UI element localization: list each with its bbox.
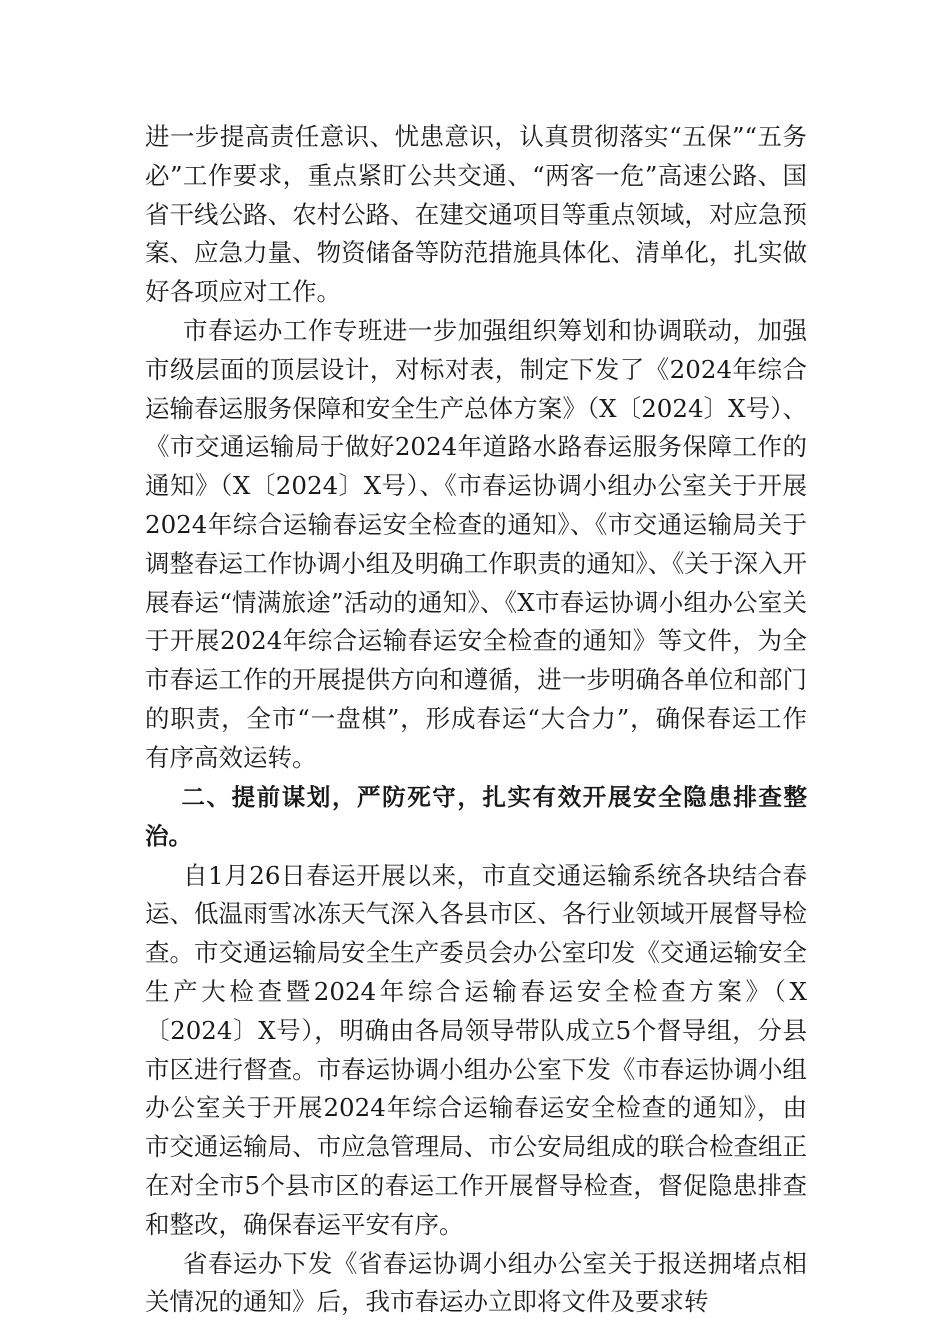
section-heading-two: 二、提前谋划，严防死守，扎实有效开展安全隐患排查整治。 (145, 782, 807, 851)
paragraph-continuation: 进一步提高责任意识、忧患意识，认真贯彻落实“五保”“五务必”工作要求，重点紧盯公共交通、“两客一危”高速公路、国省干线公路、农村公路、在建交通项目等重点领域，对应急预案、应急力量、物资储备等防范措施具体化、清单化，扎实做好各项应对工作。 (145, 122, 807, 307)
paragraph-province-notice: 省春运办下发《省春运协调小组办公室关于报送拥堵点相关情况的通知》后，我市春运办立即将文件及要求转 (145, 1248, 807, 1317)
document-page (145, 118, 807, 1322)
paragraph-inspection: 自1月26日春运开展以来，市直交通运输系统各块结合春运、低温雨雪冰冻天气深入各县市区、各行业领域开展督导检查。市交通运输局安全生产委员会办公室印发《交通运输安全生产大检查暨2024年综合运输春运安全检查方案》（X〔2024〕X号），明确由各局领导带队成立5个督导组，分县市区进行督查。市春运协调小组办公室下发《市春运协调小组办公室关于开展2024年综合运输春运安全检查的通知》，由市交通运输局、市应急管理局、市公安局组成的联合检查组正在对全市5个县市区的春运工作开展督导检查，督促隐患排查和整改，确保春运平安有序。 (145, 860, 807, 1239)
paragraph-work-team: 市春运办工作专班进一步加强组织筹划和协调联动，加强市级层面的顶层设计，对标对表，制定下发了《2024年综合运输春运服务保障和安全生产总体方案》（X〔2024〕X号）、《市交通运输局于做好2024年道路水路春运服务保障工作的通知》（X〔2024〕X号）、《市春运协调小组办公室关于开展2024年综合运输春运安全检查的通知》、《市交通运输局关于调整春运工作协调小组及明确工作职责的通知》、《关于深入开展春运“情满旅途”活动的通知》、《X市春运协调小组办公室关于开展2024年综合运输春运安全检查的通知》等文件，为全市春运工作的开展提供方向和遵循，进一步明确各单位和部门的职责，全市“一盘棋”，形成春运“大合力”，确保春运工作有序高效运转。 (145, 315, 807, 772)
